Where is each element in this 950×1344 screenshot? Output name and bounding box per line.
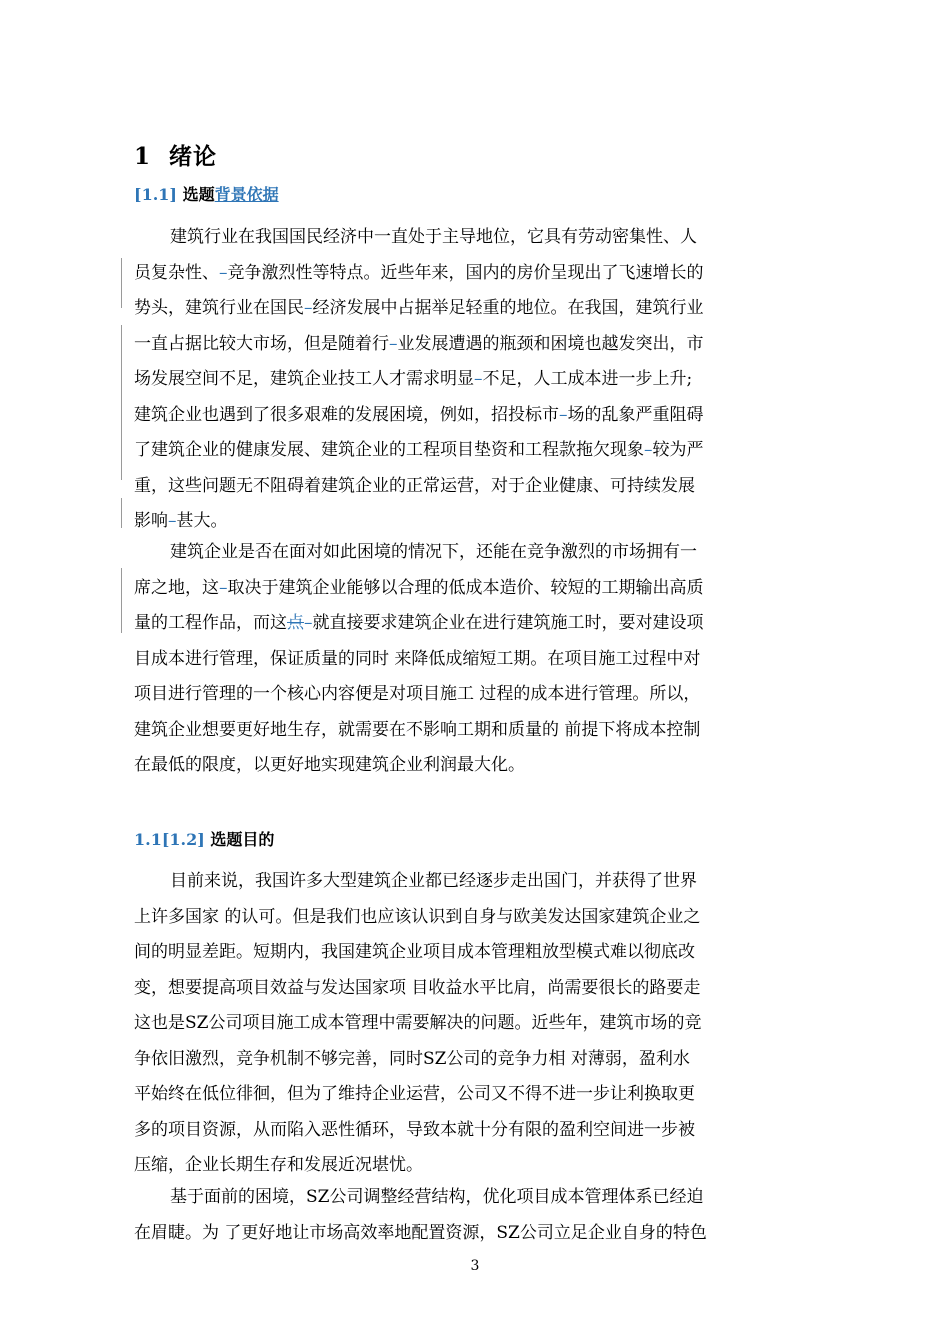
paragraph-text: 竞争激烈性等特点。近些年来，国内的房价呈现出了飞速增长的 xyxy=(227,262,704,283)
section-heading-background xyxy=(134,182,279,205)
paragraph-text: 这也是SZ公司项目施工成本管理中需要解决的问题。近些年，建筑市场的竞 xyxy=(134,1013,702,1033)
insertion-mark: – xyxy=(644,440,653,460)
section-number-prefix: 1.1 xyxy=(134,830,162,849)
paragraph-text: 上许多国家 的认可。但是我们也应该认识到自身与欧美发达国家建筑企业之 xyxy=(134,906,701,927)
section-title-revision: 背景依据 xyxy=(214,185,279,204)
paragraph-text: 变，想要提高项目效益与发达国家项 目收益水平比肩，尚需要很长的路要走 xyxy=(134,977,701,998)
paragraph-text: 争依旧激烈，竞争机制不够完善，同时SZ公司的竞争力相 对薄弱，盈利水 xyxy=(134,1048,690,1069)
paragraph-text: 建筑企业是否在面对如此困境的情况下，还能在竞争激烈的市场拥有一 xyxy=(170,542,697,562)
deletion-mark: 点 xyxy=(287,613,304,633)
section-marker: [1.2] xyxy=(161,830,205,849)
paragraph-text: 较为严 xyxy=(652,440,704,460)
change-bar xyxy=(121,258,122,308)
paragraph-text: 间的明显差距。短期内，我国建筑企业项目成本管理粗放型模式难以彻底改 xyxy=(134,942,695,962)
paragraph-text: 建筑行业在我国国民经济中一直处于主导地位，它具有劳动密集性、人 xyxy=(170,227,697,247)
paragraph-text: 势头，建筑行业在国民 xyxy=(134,298,304,318)
paragraph-text: 重，这些问题无不阻碍着建筑企业的正常运营，对于企业健康、可持续发展 xyxy=(134,475,695,496)
paragraph-text: 经济发展中占据举足轻重的地位。在我国，建筑行业 xyxy=(312,298,704,318)
change-bar xyxy=(121,498,122,528)
paragraph-text: 在眉睫。为 了更好地让市场高效率地配置资源，SZ公司立足企业自身的特色 xyxy=(134,1222,707,1243)
paragraph-text: 甚大。 xyxy=(176,511,228,531)
change-bar xyxy=(121,325,122,480)
chapter-title-text: 绪论 xyxy=(169,143,218,170)
paragraph-text: 基于面前的困境，SZ公司调整经营结构，优化项目成本管理体系已经迫 xyxy=(170,1187,704,1207)
paragraph-text: 业发展遭遇的瓶颈和困境也越发突出，市 xyxy=(397,333,704,354)
paragraph-text: 建筑企业想要更好地生存，就需要在不影响工期和质量的 前提下将成本控制 xyxy=(134,719,701,740)
paragraph-text: 平始终在低位徘徊，但为了维持企业运营，公司又不得不进一步让利换取更 xyxy=(134,1084,695,1104)
paragraph-text: 场发展空间不足，建筑企业技工人才需求明显 xyxy=(134,369,474,389)
paragraph-text: 员复杂性、 xyxy=(134,262,219,283)
paragraph-text: 取决于建筑企业能够以合理的低成本造价、较短的工期输出高质 xyxy=(227,577,704,598)
paragraph-text: 席之地，这 xyxy=(134,577,219,598)
paragraph-text: 在最低的限度，以更好地实现建筑企业利润最大化。 xyxy=(134,755,525,775)
section-title: 选题目的 xyxy=(210,830,275,849)
insertion-mark: – xyxy=(219,577,228,598)
insertion-mark: – xyxy=(304,613,313,633)
insertion-mark: – xyxy=(168,511,177,531)
paragraph-text: 就直接要求建筑企业在进行建筑施工时，要对建设项 xyxy=(312,613,704,633)
section-marker: [1.1] xyxy=(134,185,177,204)
paragraph-text: 量的工程作品，而这 xyxy=(134,613,287,633)
paragraph-text: 目成本进行管理，保证质量的同时 来降低成缩短工期。在项目施工过程中对 xyxy=(134,648,701,669)
insertion-mark: – xyxy=(559,404,568,425)
paragraph-text: 一直占据比较大市场，但是随着行 xyxy=(134,333,389,354)
chapter-number: 1 xyxy=(134,143,152,170)
paragraph-text: 场的乱象严重阻碍 xyxy=(567,404,704,425)
paragraph-text: 了建筑企业的健康发展、建筑企业的工程项目垫资和工程款拖欠现象 xyxy=(134,440,644,460)
page-number: 3 xyxy=(470,1258,480,1274)
section-title-plain: 选题 xyxy=(182,185,215,204)
insertion-mark: – xyxy=(474,369,483,389)
paragraph xyxy=(134,864,774,1184)
paragraph-text: 影响 xyxy=(134,511,168,531)
paragraph-text: 压缩，企业长期生存和发展近况堪忧。 xyxy=(134,1155,423,1175)
change-bar xyxy=(121,568,122,633)
paragraph-text: 目前来说，我国许多大型建筑企业都已经逐步走出国门，并获得了世界 xyxy=(170,871,697,891)
paragraph-text: 不足，人工成本进一步上升; xyxy=(482,369,693,389)
insertion-mark: – xyxy=(389,333,398,354)
paragraph-text: 项目进行管理的一个核心内容便是对项目施工 过程的成本进行管理。所以， xyxy=(134,684,701,704)
insertion-mark: – xyxy=(219,262,228,283)
chapter-title xyxy=(134,138,217,171)
paragraph xyxy=(134,220,774,540)
paragraph xyxy=(134,535,774,784)
paragraph xyxy=(134,1180,774,1251)
section-heading-purpose xyxy=(134,827,274,850)
insertion-mark: – xyxy=(304,298,313,318)
paragraph-text: 多的项目资源，从而陷入恶性循环，导致本就十分有限的盈利空间进一步被 xyxy=(134,1119,695,1140)
paragraph-text: 建筑企业也遇到了很多艰难的发展困境，例如，招投标市 xyxy=(134,404,559,425)
